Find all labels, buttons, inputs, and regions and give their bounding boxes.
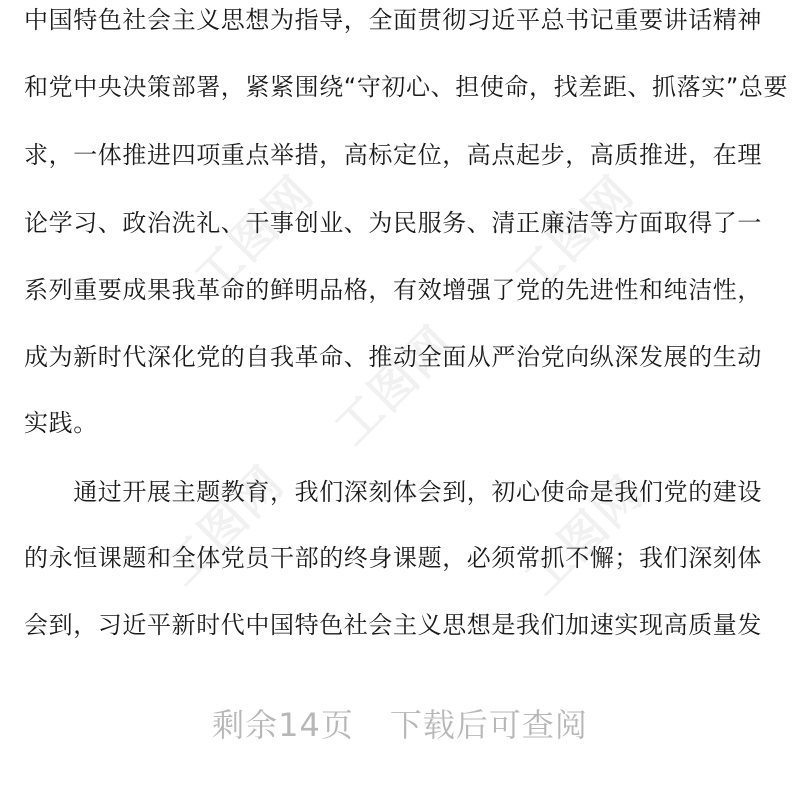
text-line: 求，一体推进四项重点举措，高标定位，高点起步，高质推进，在理: [24, 141, 762, 169]
text-line: 通过开展主题教育，我们深刻体会到，初心使命是我们党的建设: [24, 478, 762, 506]
text-line: 和党中央决策部署，紧紧围绕“守初心、担使命，找差距、抓落实”总要: [24, 73, 789, 101]
text-line: 论学习、政治洗礼、干事创业、为民服务、清正廉洁等方面取得了一: [24, 209, 762, 237]
text-line: 会到，习近平新时代中国特色社会主义思想是我们加速实现高质量发: [24, 611, 762, 639]
watermark: 工图网: [514, 465, 655, 606]
download-more-button[interactable]: [0, 700, 800, 750]
watermark: 工图网: [154, 455, 295, 596]
text-line: 系列重要成果我革命的鲜明品格，有效增强了党的先进性和纯洁性，: [24, 276, 762, 304]
text-line: 的永恒课题和全体党员干部的终身课题，必须常抓不懈；我们深刻体: [24, 544, 762, 572]
remaining-pages-label: 剩余14页: [212, 706, 354, 744]
watermark: 工图网: [324, 315, 465, 456]
text-line: 实践。: [24, 409, 98, 437]
text-line: 中国特色社会主义思想为指导，全面贯彻习近平总书记重要讲话精神: [24, 6, 762, 34]
text-line: 成为新时代深化党的自我革命、推动全面从严治党向纵深发展的生动: [24, 343, 762, 371]
download-to-view-label: 下载后可查阅: [389, 706, 588, 744]
watermark: 工图网: [184, 165, 325, 306]
watermark: 工图网: [504, 165, 645, 306]
